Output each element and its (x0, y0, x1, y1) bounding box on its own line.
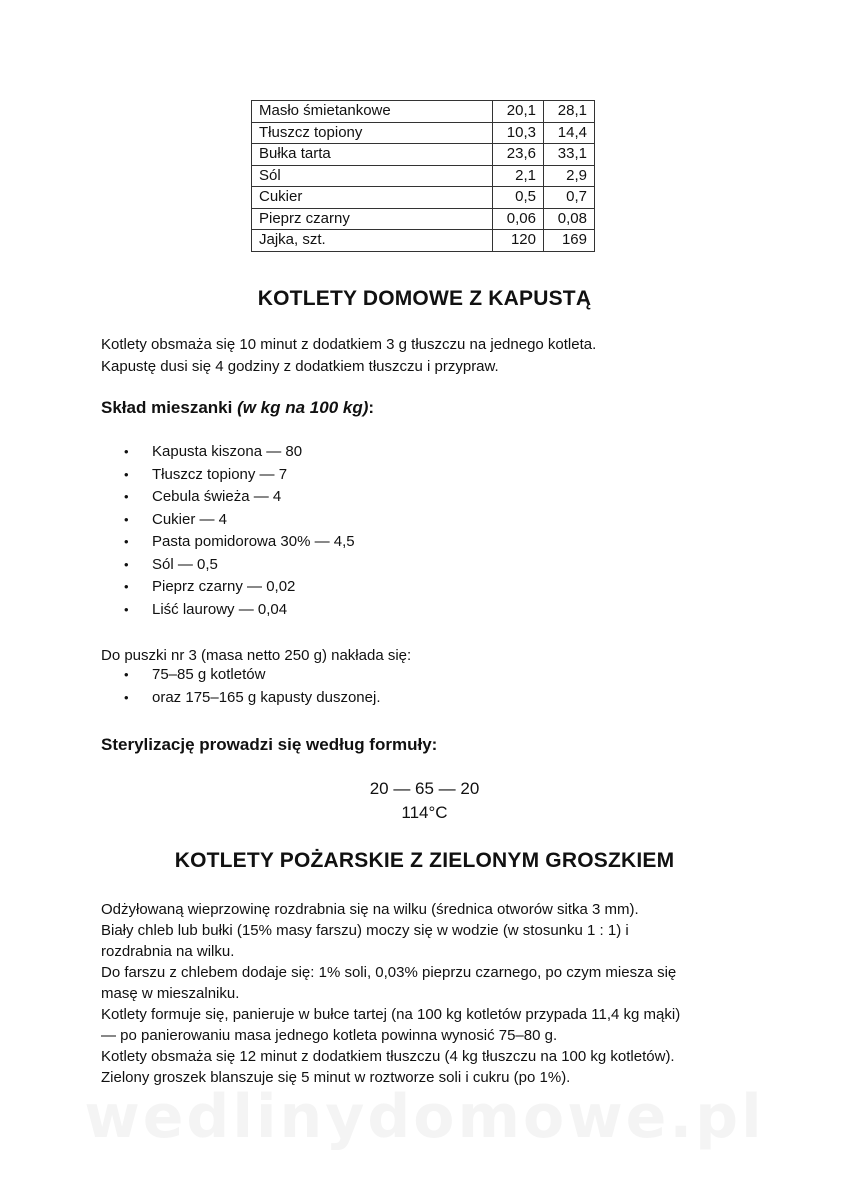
table-cell-name: Pieprz czarny (252, 208, 493, 230)
mix-heading-text: Skład mieszanki (101, 398, 238, 417)
list-item-text: Kapusta kiszona — 80 (152, 443, 303, 460)
procedure-line: Kotlety formuje się, panieruje w bułce tartej (na 100 kg kotletów przypada 11,4 kg mąki) (101, 1006, 681, 1023)
list-item-text: oraz 175–165 g kapusty duszonej. (152, 688, 381, 706)
table-cell-value: 0,7 (544, 187, 595, 209)
procedure-line: Biały chleb lub bułki (15% masy farszu) moczy się w wodzie (w stosunku 1 : 1) i (101, 922, 629, 939)
table-row (252, 122, 595, 144)
table-cell-value: 28,1 (544, 101, 595, 123)
ingredients-table (251, 100, 595, 252)
bullet-icon: • (124, 601, 129, 617)
sterilization-formula: 20 — 65 — 20 (369, 779, 480, 798)
watermark: wedlinydomowe.pl (84, 1082, 765, 1152)
list-item-text: Pasta pomidorowa 30% — 4,5 (152, 533, 355, 550)
intro-paragraph (101, 334, 761, 377)
table-cell-value: 0,06 (493, 208, 544, 230)
list-item (101, 509, 355, 532)
intro-line: Kotlety obsmaża się 10 minut z dodatkiem 3 g tłuszczu na jednego kotleta. (101, 336, 597, 353)
table-row (252, 165, 595, 187)
list-item-text: Sól — 0,5 (152, 555, 218, 573)
table-row (252, 101, 595, 123)
procedure-line: — po panierowaniu masa jednego kotleta powinna wynosić 75–80 g. (101, 1027, 558, 1044)
mix-heading-unit: (w kg na 100 kg) (237, 398, 369, 417)
bullet-icon: • (124, 489, 129, 504)
list-item (101, 576, 355, 599)
mix-heading (101, 398, 374, 418)
table-cell-value: 169 (544, 230, 595, 252)
table-row (252, 187, 595, 209)
table-cell-value: 20,1 (493, 101, 544, 123)
bullet-icon: • (124, 579, 129, 594)
intro-line: Kapustę dusi się 4 godziny z dodatkiem tłuszczu i przypraw. (101, 357, 499, 375)
list-item-text: Pieprz czarny — 0,02 (152, 578, 296, 595)
table-row (252, 208, 595, 230)
sterilization-heading: Sterylizację prowadzi się według formuły: (101, 735, 438, 754)
bullet-icon: • (124, 466, 129, 482)
list-item (101, 531, 355, 554)
procedure-line: Odżyłowaną wieprzowinę rozdrabnia się na wilku (średnica otworów sitka 3 mm). (101, 901, 639, 918)
table-cell-value: 33,1 (544, 144, 595, 166)
table-row (252, 144, 595, 166)
procedure-line: Kotlety obsmaża się 12 minut z dodatkiem tłuszczu (4 kg tłuszczu na 100 kg kotletów). (101, 1048, 675, 1065)
list-item (101, 441, 355, 464)
table-cell-value: 0,08 (544, 208, 595, 230)
table-cell-name: Sól (252, 165, 493, 187)
table-cell-value: 0,5 (493, 187, 544, 209)
sterilization-temperature: 114°C (401, 803, 448, 822)
table-cell-value: 23,6 (493, 144, 544, 166)
list-item (101, 599, 355, 622)
can-contents-list (101, 664, 381, 709)
table-cell-name: Masło śmietankowe (252, 101, 493, 123)
procedure-line: masę w mieszalniku. (101, 985, 240, 1002)
bullet-icon: • (124, 556, 129, 572)
list-item-text: Cukier — 4 (152, 510, 228, 528)
list-item (101, 464, 355, 487)
procedure-paragraph (101, 899, 761, 1088)
can-paragraph: Do puszki nr 3 (masa netto 250 g) nakłada się: (101, 647, 412, 664)
list-item (101, 486, 355, 509)
bullet-icon: • (124, 444, 129, 459)
procedure-line: Zielony groszek blanszuje się 5 minut w roztworze soli i cukru (po 1%). (101, 1069, 571, 1086)
table-cell-value: 10,3 (493, 122, 544, 144)
procedure-line: rozdrabnia na wilku. (101, 943, 235, 960)
table-cell-value: 2,1 (493, 165, 544, 187)
list-item-text: Cebula świeża — 4 (152, 488, 282, 505)
list-item (101, 554, 355, 577)
bullet-icon: • (124, 667, 129, 682)
list-item (101, 664, 381, 687)
list-item-text: 75–85 g kotletów (152, 666, 266, 683)
mix-heading-colon: : (368, 398, 375, 417)
list-item-text: Tłuszcz topiony — 7 (152, 465, 288, 483)
table-cell-name: Tłuszcz topiony (252, 122, 493, 144)
mix-ingredients-list (101, 441, 355, 621)
table-cell-value: 120 (493, 230, 544, 252)
table-cell-name: Cukier (252, 187, 493, 209)
list-item (101, 687, 381, 710)
table-cell-value: 2,9 (544, 165, 595, 187)
list-item-text: Liść laurowy — 0,04 (152, 600, 288, 618)
section-title-kotlety-pozarskie: KOTLETY POŻARSKIE Z ZIELONYM GROSZKIEM (174, 849, 675, 872)
table-cell-name: Bułka tarta (252, 144, 493, 166)
bullet-icon: • (124, 511, 129, 527)
section-title-kotlety-domowe: KOTLETY DOMOWE Z KAPUSTĄ (257, 287, 592, 310)
table-row (252, 230, 595, 252)
table-cell-value: 14,4 (544, 122, 595, 144)
procedure-line: Do farszu z chlebem dodaje się: 1% soli, 0,03% pieprzu czarnego, po czym miesza się (101, 964, 677, 981)
table-cell-name: Jajka, szt. (252, 230, 493, 252)
bullet-icon: • (124, 534, 129, 549)
bullet-icon: • (124, 689, 129, 705)
